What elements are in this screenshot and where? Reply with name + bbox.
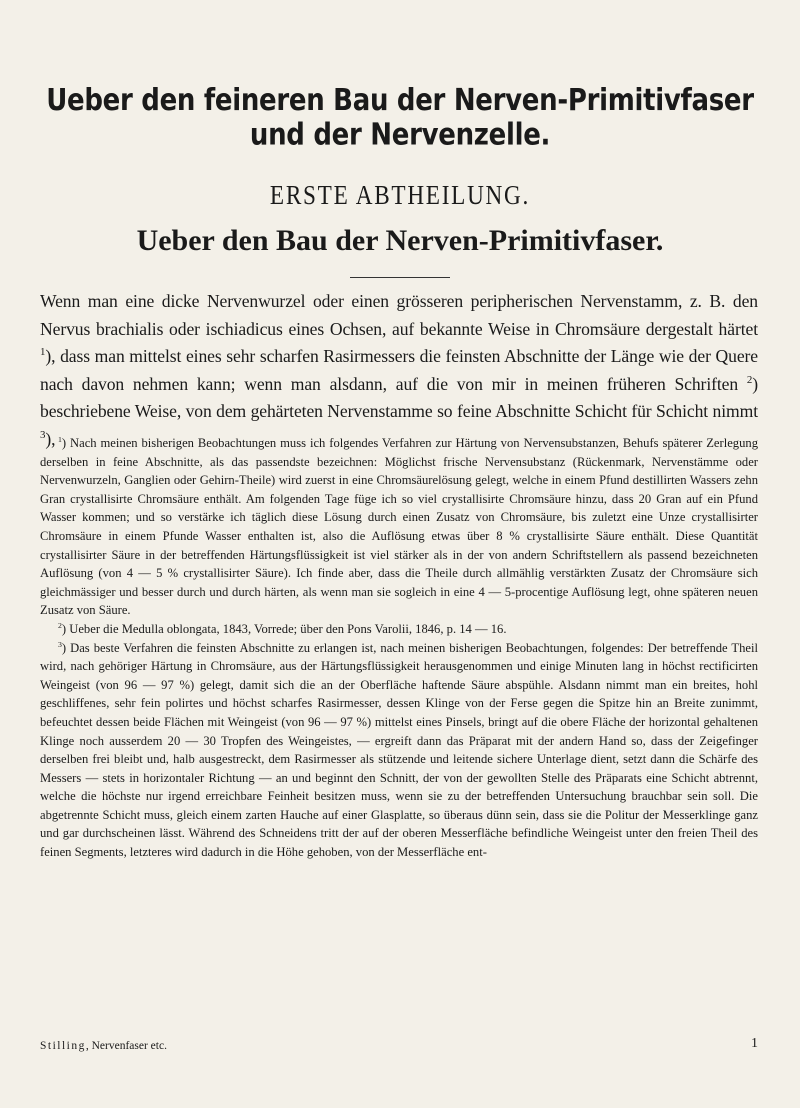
running-footer <box>40 1040 758 1052</box>
title-divider <box>350 277 450 278</box>
footer-author: Stilling <box>40 1040 86 1052</box>
footnote-ref-2: 2 <box>746 373 753 386</box>
footnote-3-text: ) Das beste Verfahren die feinsten Abschnitte zu erlangen ist, nach meinen bisherigen Beobachtungen, folgendes: Der betreffende Theil wird, nach gehöriger Härtung in Chromsäure, aus der Härtungsflüssigkeit herausgenommen und einige Minuten lang in höchst rectificirten Weingeist (von 96 — 97 %) gelegt, damit sich die an der Oberfläche haftende Säure abspühle. Alsdann nimmt man ein breites, hohl geschliffenes, sehr fein polirtes und höchst scharfes Rasirmesser, dessen Klinge von der Ferse gegen die Spitze hin an Breite zunimmt, befeuchtet dessen beide Flächen mit Weingeist (von 96 — 97 %) mittelst eines Pinsels, bringt auf die obere Fläche der horizontal gehaltenen Klinge noch ausserdem 20 — 30 Tropfen des Weingeistes, — ergreift dann das Präparat mit der andern Hand so, dass der Zeigefinger derselben frei bleibt und, halb ausgestreckt, dem Rasirmesser als stützende und leitende sichere Unterlage dient, setzt dann die Schärfe des Messers — stets in horizontaler Richtung — an und beginnt den Schnitt, der von der gewollten Stelle des Präparats eine Schicht abtrennt, welche die höchste nur irgend erreichbare Feinheit besitzen muss, wenn sie zu der betreffenden Untersuchung brauchbar sein soll. Die abgetrennte Schicht muss, gleich einem zarten Hauche auf einer Glasplatte, so überaus dünn sein, dass sie die Politur der Messerklinge ganz und gar durchscheinen lässt. Während des Schneidens tritt der auf der oberen Messerfläche befindliche Weingeist unter den freien Theil des feinen Segments, letzteres wird dadurch in die Höhe gehoben, von der Messerfläche ent- <box>40 640 758 860</box>
page-number: 1 <box>751 1036 758 1051</box>
footnote-1 <box>40 434 758 620</box>
footnote-1-text: ) Nach meinen bisherigen Beobachtungen muss ich folgendes Verfahren zur Härtung von Nervensubstanzen, Behufs späterer Zerlegung derselben in feine Abschnitte, als das passendste bezeichnen: Möglichst frische Nervensubstanz (Rückenmark, Nervenstämme oder Nervenwurzeln, Ganglien oder Gehirn-Theile) wird zuerst in eine Chromsäurelösung gelegt, welche in einem Pfund destillirten Wassers zehn Gran crystallisirte Chromsäure enthält. Am folgenden Tage füge ich so viel crystallisirte Chromsäure hinzu, dass 20 Gran auf ein Pfund Wasser kommen; und so verstärke ich täglich diese Lösung durch einen Zusatz von Chromsäure, bis zuletzt eine Unze crystallisirter Chromsäure in einem Pfunde Wasser enthalten ist, also die Auflösung etwas über 8 % crystallisirte Säure enthält. Diese Quantität crystallisirter Säure in der betreffenden Härtungsflüssigkeit ist viel stärker als in der von andern Schriftstellern als passend bezeichneten Auflösung (von 4 — 5 % crystallisirter Säure). Ich finde aber, dass die Theile durch allmählig verstärkten Zusatz der Chromsäure sich gleichmässiger und besser durch und durch härten, als wenn man sie sogleich in eine 4 — 5-procentige Auflösung legt, ohne späteren neuen Zusatz von Säure. <box>40 436 758 618</box>
footnote-1-mark: 1 <box>58 434 62 444</box>
page <box>40 0 760 1108</box>
footnote-3-mark: 3 <box>58 639 62 649</box>
footnote-2-text: ) Ueber die Medulla oblongata, 1843, Vorrede; über den Pons Varolii, 1846, p. 14 — 16. <box>61 621 507 636</box>
section-subheading: Ueber den Bau der Nerven-Primitivfaser. <box>136 224 664 257</box>
footnote-3 <box>40 639 758 862</box>
footnote-2 <box>40 620 758 639</box>
main-title: Ueber den feineren Bau der Nerven-Primitivfaser und der Nervenzelle. <box>46 83 754 153</box>
section-heading: ERSTE ABTHEILUNG. <box>269 180 531 210</box>
footnote-ref-1: 1 <box>40 346 46 359</box>
body-text-part-3: ) beschriebene Weise, von dem gehärteten Nervenstamme so feine Abschnitte Schicht für Schicht nimmt <box>40 373 758 421</box>
footnotes <box>40 434 758 862</box>
body-paragraph <box>40 288 758 453</box>
footnote-2-mark: 2 <box>58 620 62 630</box>
body-text-part-2: ), dass man mittelst eines sehr scharfen Rasirmessers die feinsten Abschnitte der Länge wie der Quere nach davon nehmen kann; wenn man alsdann, auf die von mir in meinen früheren Schriften <box>40 346 758 394</box>
footnote-ref-3: 3 <box>40 428 46 441</box>
body-text-part-4: ), <box>45 428 56 449</box>
footer-work: , Nervenfaser etc. <box>85 1040 167 1052</box>
body-text-part-1: Wenn man eine dicke Nervenwurzel oder einen grösseren peripherischen Nervenstamm, z. B. den Nervus brachialis oder ischiadicus eines Ochsen, auf bekannte Weise in Chromsäure dergestalt härtet <box>40 291 758 339</box>
